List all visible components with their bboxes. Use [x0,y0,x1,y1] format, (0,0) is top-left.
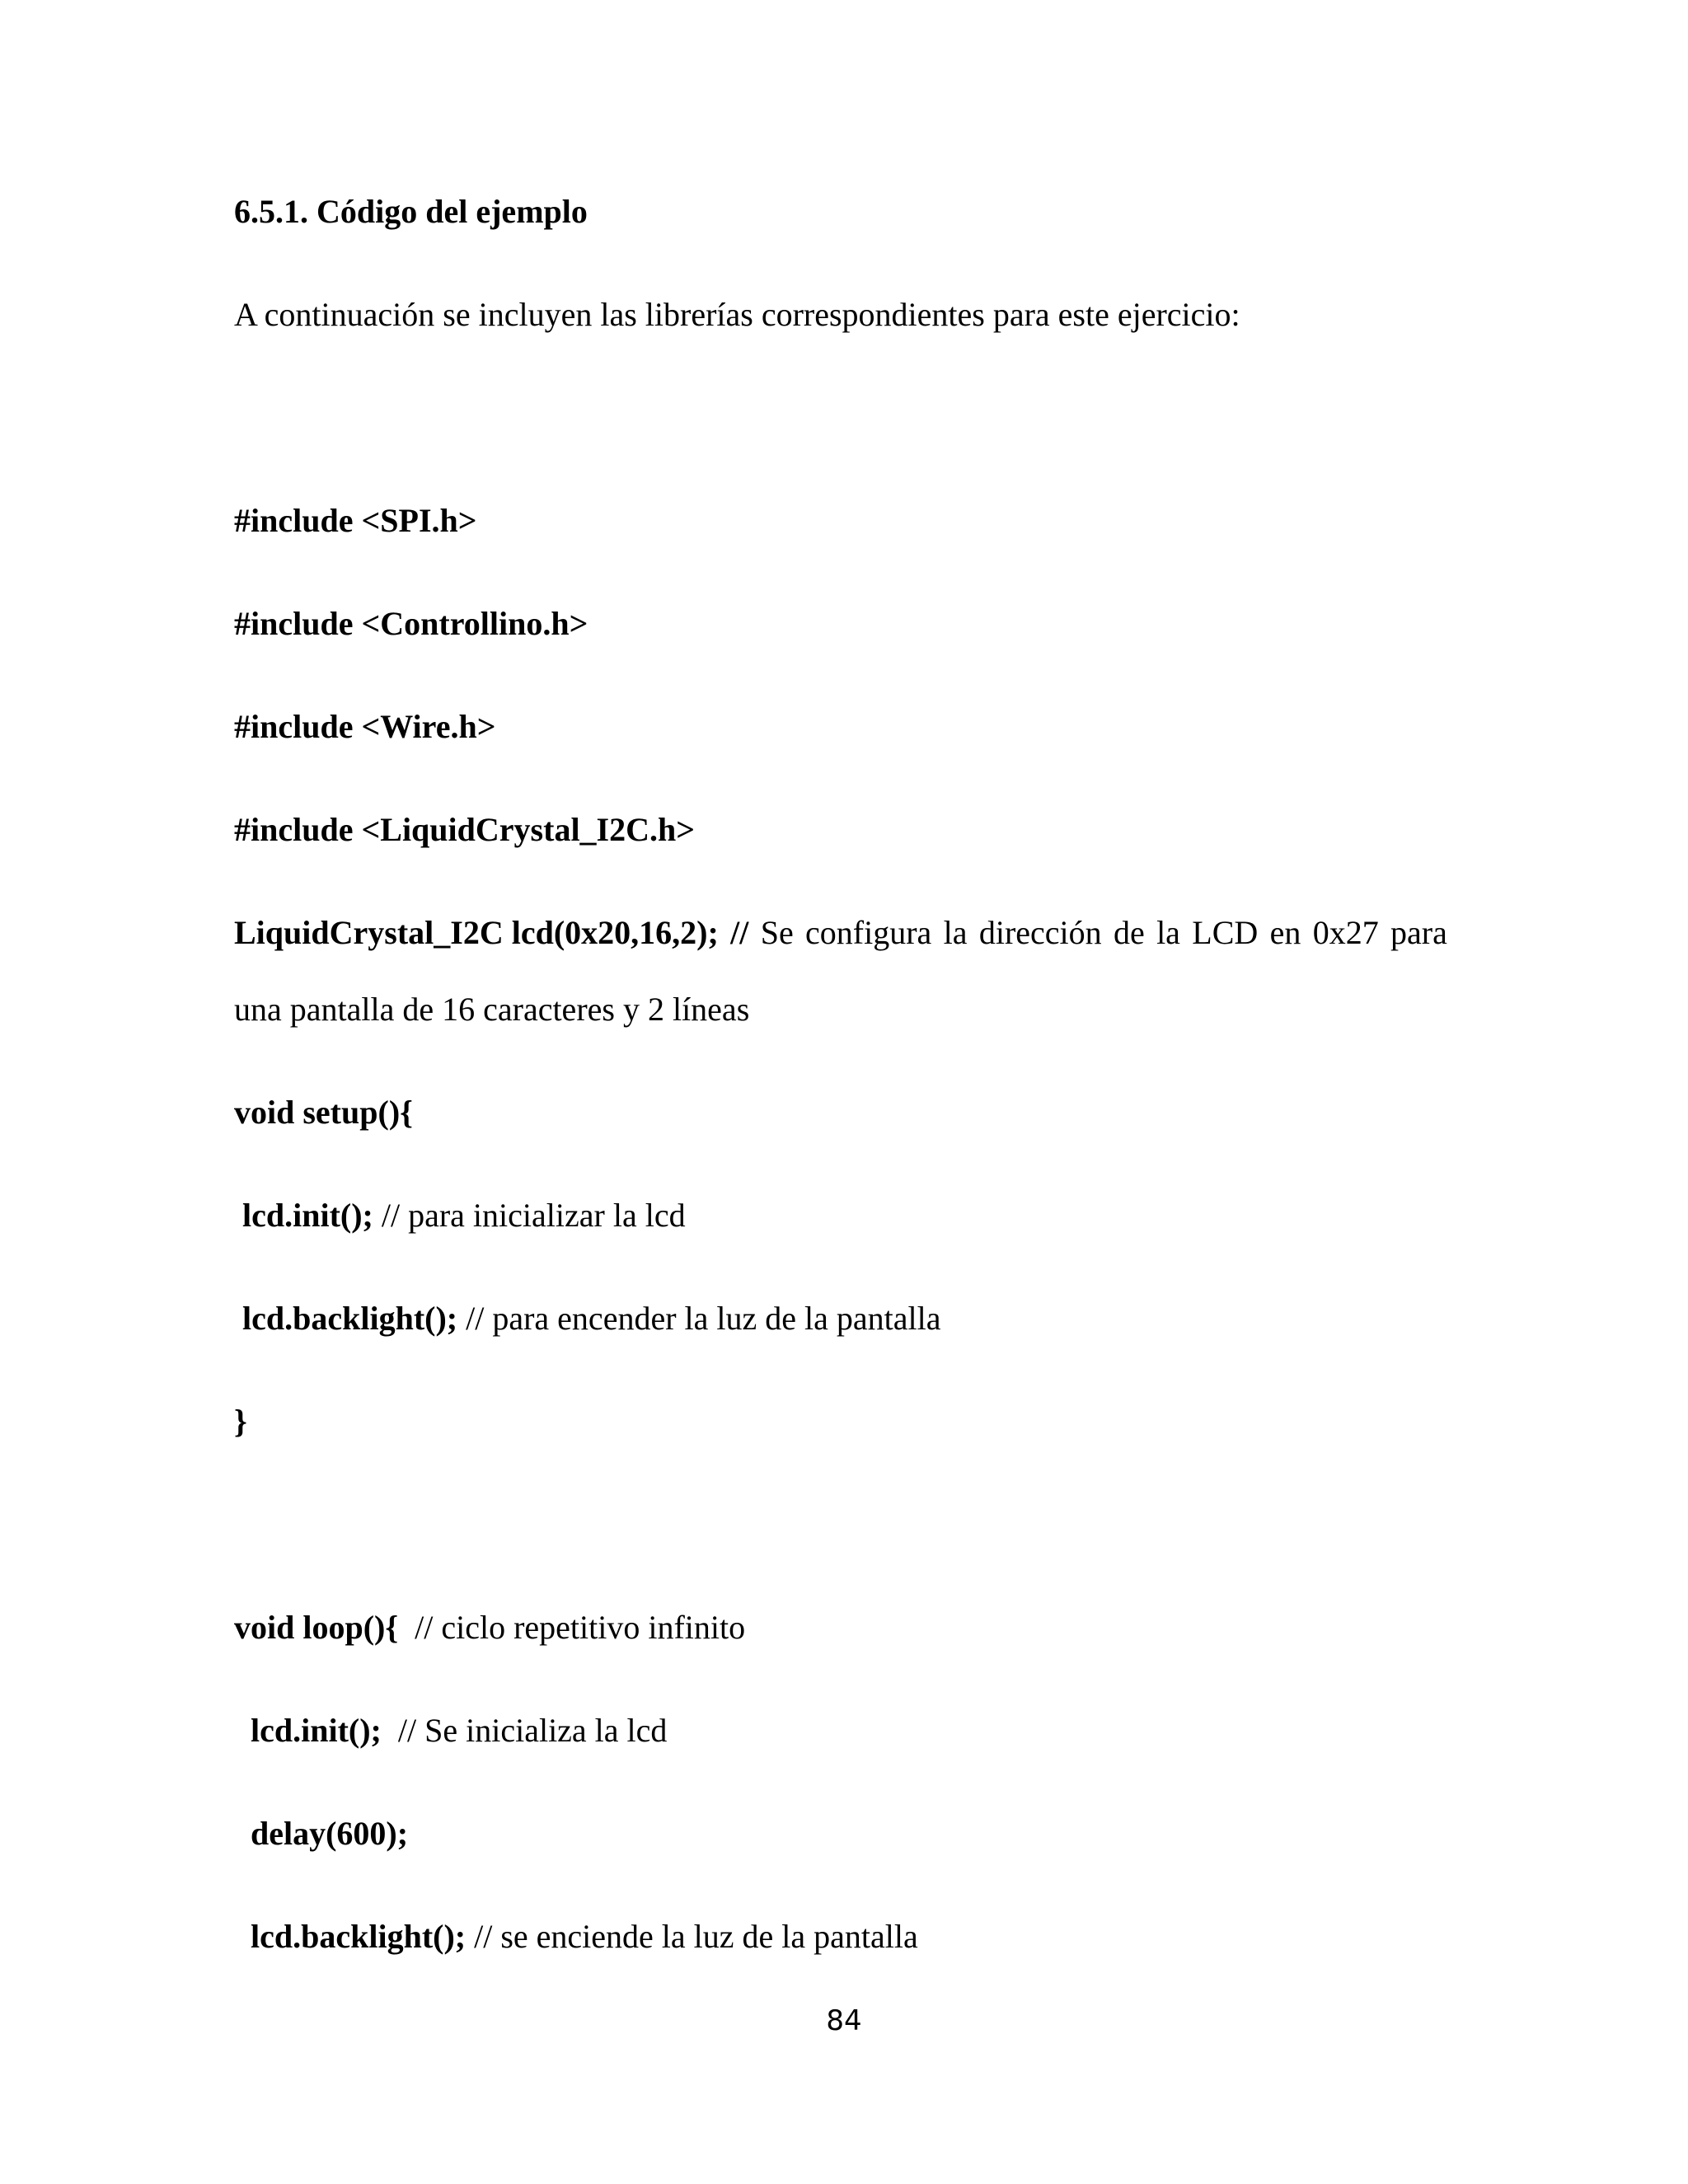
code-setup-backlight: lcd.backlight(); [242,1300,458,1337]
comment-word: la [1156,914,1180,951]
code-setup-init: lcd.init(); [242,1197,373,1234]
comment-word: en [1269,914,1301,951]
code-setup-backlight-comment: // para encender la luz de la pantalla [457,1300,941,1337]
code-loop-init-line [234,1710,667,1751]
code-include-controllino: #include <Controllino.h> [234,605,588,642]
code-loop-delay: delay(600); [251,1815,409,1852]
code-loop-backlight: lcd.backlight(); [251,1918,467,1955]
comment-word: LCD [1192,914,1259,951]
intro-paragraph: A continuación se incluyen las librerías correspondientes para este ejercicio: [234,296,1240,333]
code-lcd-comment-continuation: una pantalla de 16 caracteres y 2 líneas [234,991,750,1028]
comment-word: configura [805,914,932,951]
code-setup-open: void setup(){ [234,1094,413,1131]
code-include-spi: #include <SPI.h> [234,502,477,539]
comment-word: dirección [978,914,1102,951]
comment-word: para [1390,914,1447,951]
section-heading: 6.5.1. Código del ejemplo [234,193,588,230]
code-include-lcd: #include <LiquidCrystal_I2C.h> [234,811,696,848]
comment-word: Se [760,914,794,951]
code-setup-init-line [234,1195,686,1236]
code-loop-backlight-comment: // se enciende la luz de la pantalla [466,1918,918,1955]
code-loop-init: lcd.init(); [251,1712,382,1749]
code-loop-open-line [234,1607,745,1648]
code-setup-backlight-line [234,1298,940,1339]
code-include-wire: #include <Wire.h> [234,708,496,745]
comment-word: la [943,914,968,951]
code-loop-backlight-line [234,1916,918,1957]
comment-marker: // [730,914,749,951]
comment-word: 0x27 [1312,914,1379,951]
code-loop-init-comment: // Se inicializa la lcd [381,1712,668,1749]
code-setup-init-comment: // para inicializar la lcd [373,1197,686,1234]
code-loop-open-comment: // ciclo repetitivo infinito [398,1609,746,1646]
page-number: 84 [826,2004,862,2037]
code-setup-close: } [234,1403,247,1440]
code-lcd-declaration [234,912,1447,954]
code-loop-open: void loop(){ [234,1609,399,1646]
code-lcd-declaration-code: LiquidCrystal_I2C lcd(0x20,16,2); [234,914,719,951]
comment-word: de [1113,914,1145,951]
